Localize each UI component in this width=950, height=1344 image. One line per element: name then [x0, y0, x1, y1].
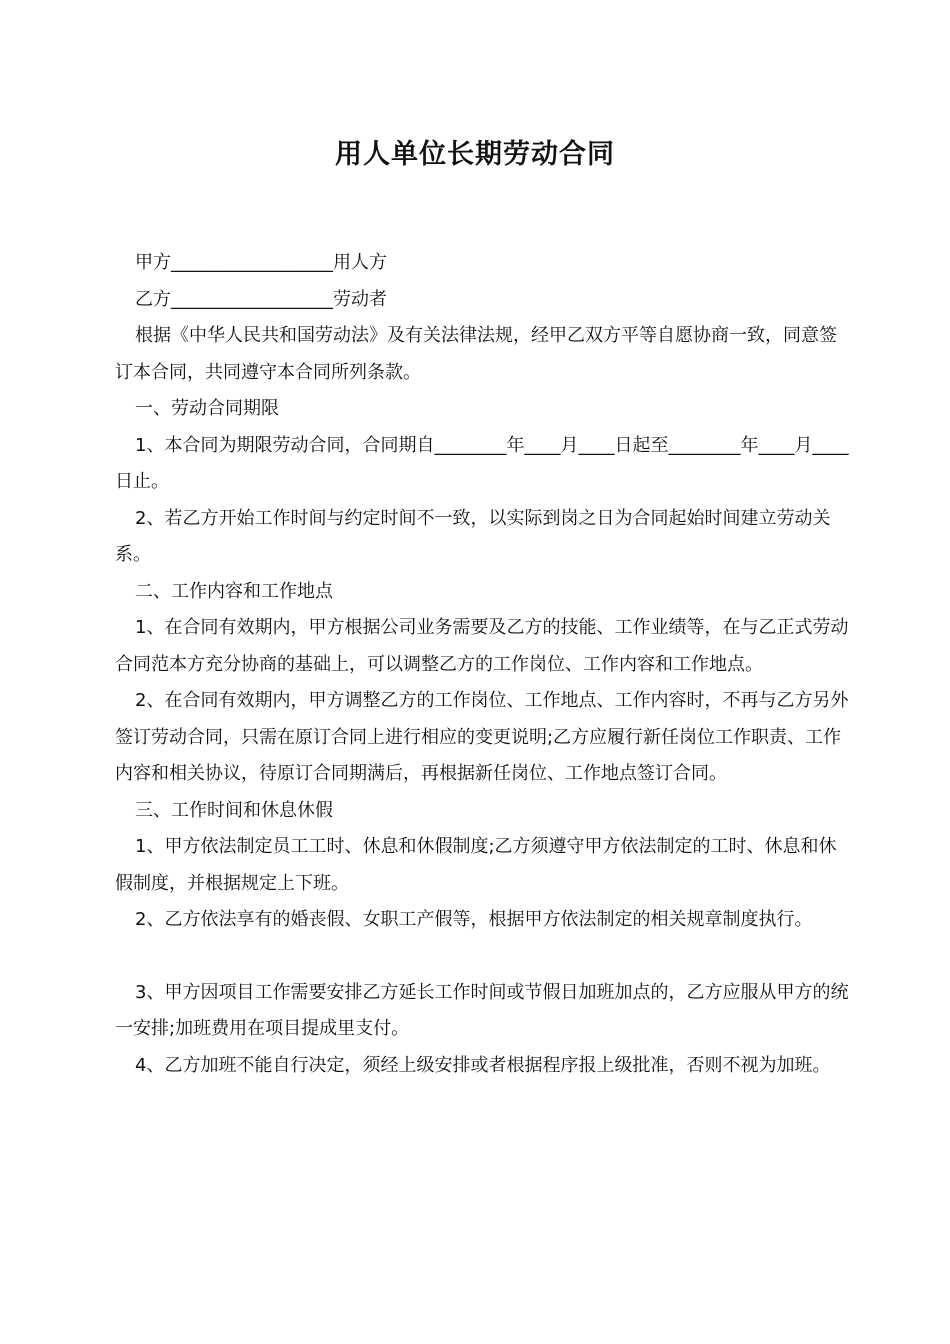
party-a-line: 甲方__________________用人方	[135, 252, 387, 273]
section-heading: 三、工作时间和休息休假	[135, 799, 333, 821]
section-heading: 一、劳动合同期限	[135, 398, 279, 419]
preamble-paragraph: 根据《中华人民共和国劳动法》及有关法律法规，经甲乙双方平等自愿协商一致，同意签订本合同，共同遵守本合同所列条款。	[115, 325, 837, 383]
section-heading: 二、工作内容和工作地点	[135, 580, 333, 602]
party-b-line: 乙方__________________劳动者	[135, 288, 387, 310]
clause-paragraph: 1、本合同为期限劳动合同，合同期自________年____月____日起至________年____月____日止。	[115, 434, 849, 492]
document-body	[115, 245, 850, 1084]
clause-paragraph: 1、甲方依法制定员工工时、休息和休假制度;乙方须遵守甲方依法制定的工时、休息和休假制度，并根据规定上下班。	[115, 836, 837, 894]
clause-paragraph: 4、乙方加班不能自行决定，须经上级安排或者根据程序报上级批准，否则不视为加班。	[135, 1054, 831, 1076]
clause-paragraph: 2、在合同有效期内，甲方调整乙方的工作岗位、工作地点、工作内容时，不再与乙方另外签订劳动合同，只需在原订合同上进行相应的变更说明;乙方应履行新任岗位工作职责、工作内容和相关协议，待原订合同期满后，再根据新任岗位、工作地点签订合同。	[115, 690, 849, 784]
clause-paragraph: 3、甲方因项目工作需要安排乙方延长工作时间或节假日加班加点的，乙方应服从甲方的统一安排;加班费用在项目提成里支付。	[115, 981, 849, 1039]
clause-paragraph: 2、若乙方开始工作时间与约定时间不一致，以实际到岗之日为合同起始时间建立劳动关系。	[115, 507, 831, 565]
document-title: 用人单位长期劳动合同	[335, 139, 615, 170]
clause-paragraph: 1、在合同有效期内，甲方根据公司业务需要及乙方的技能、工作业绩等，在与乙正式劳动合同范本方充分协商的基础上，可以调整乙方的工作岗位、工作内容和工作地点。	[115, 617, 849, 675]
clause-paragraph: 2、乙方依法享有的婚丧假、女职工产假等，根据甲方依法制定的相关规章制度执行。	[135, 909, 813, 930]
